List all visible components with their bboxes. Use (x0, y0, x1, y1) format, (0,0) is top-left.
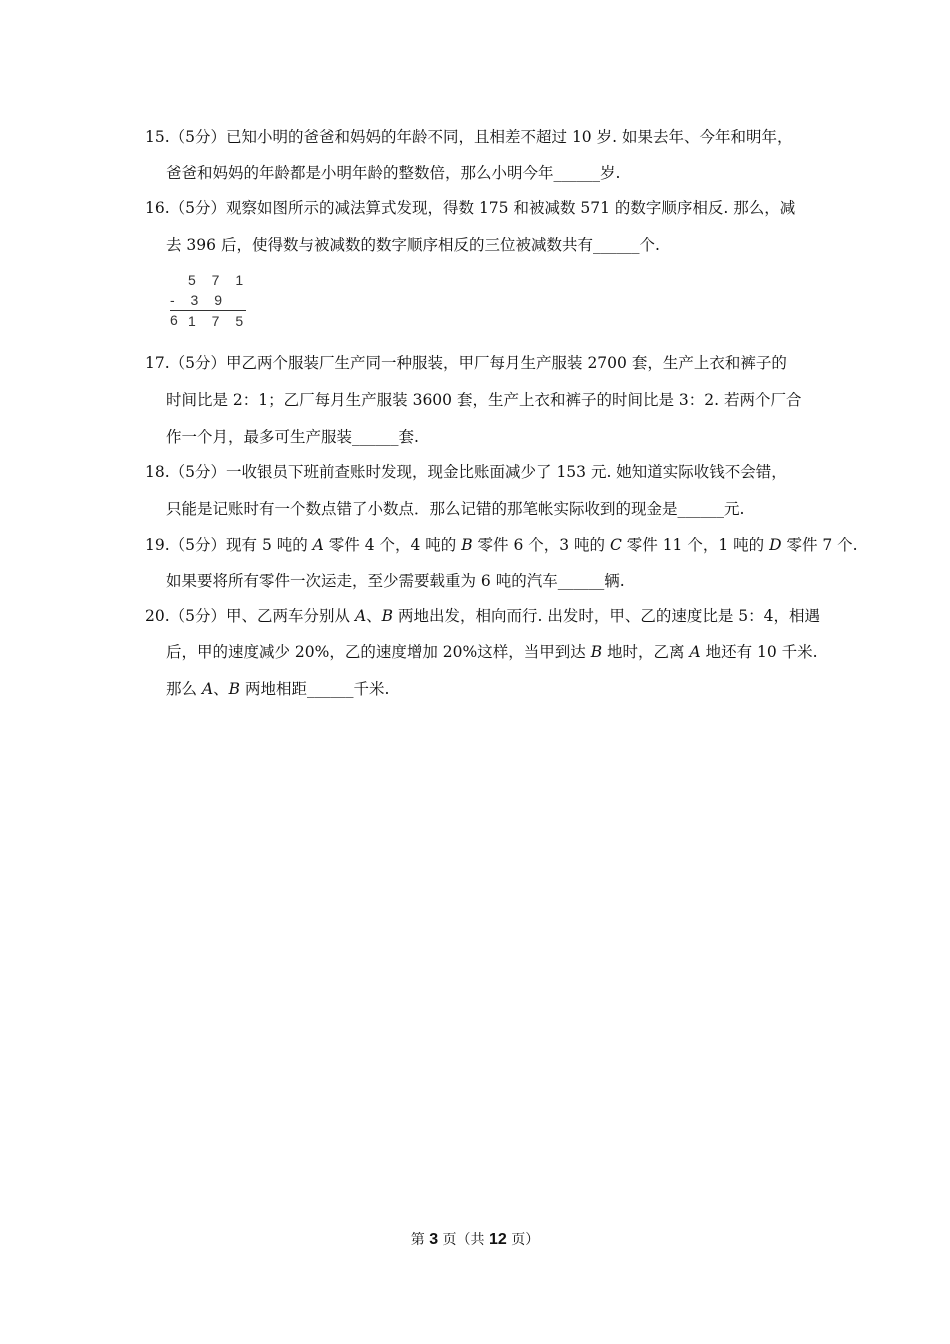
text-segment: 两地出发，相向而行. 出发时，甲、乙的速度比是 5：4，相遇 (393, 607, 820, 625)
text-segment: 只能是记账时有一个数点错了小数点．那么记错的那笔帐实际收到的现金是______元. (166, 500, 745, 518)
problem-17-line (166, 427, 419, 447)
text-segment: 零件 11 个，1 吨的 (621, 536, 770, 554)
footer-mid: 页（共 (438, 1232, 489, 1248)
problem-19-line (166, 571, 625, 591)
problem-20-line (166, 679, 389, 699)
problem-19-line (145, 535, 858, 555)
problem-17-line (166, 390, 801, 410)
text-segment: 两地相距______千米. (240, 680, 390, 698)
text-segment: 时间比是 2：1；乙厂每月生产服装 3600 套，生产上衣和裤子的时间比是 3：2. 若两个厂合 (166, 391, 802, 409)
figure-minuend: 5 7 1 (188, 272, 250, 288)
text-segment: 15.（5分）已知小明的爸爸和妈妈的年龄不同，且相差不超过 10 岁. 如果去年、今年和明年， (145, 128, 793, 146)
problem-18-line (166, 499, 744, 519)
variable: B (228, 680, 241, 698)
problem-15-line (166, 163, 620, 183)
footer-page-number: 3 (429, 1231, 439, 1248)
text-segment: 18.（5分）一收银员下班前查账时发现，现金比账面减少了 153 元. 她知道实际收钱不会错， (145, 463, 787, 481)
footer-prefix: 第 (410, 1232, 430, 1248)
footer-total-pages: 12 (489, 1231, 507, 1248)
variable: A (689, 643, 701, 661)
text-segment: 、 (366, 607, 382, 625)
text-segment: 那么 (166, 680, 202, 698)
text-segment: 去 396 后，使得数与被减数的数字顺序相反的三位被减数共有______个. (166, 236, 660, 254)
problem-15-line (145, 127, 792, 147)
text-segment: 作一个月，最多可生产服装______套. (166, 428, 419, 446)
variable: A (354, 607, 367, 625)
variable: A (312, 536, 324, 554)
variable: B (461, 536, 473, 554)
variable: A (201, 680, 214, 698)
problem-20-line (145, 606, 820, 626)
page-footer (0, 1229, 950, 1249)
text-segment: 零件 4 个，4 吨的 (323, 536, 462, 554)
subtraction-figure (170, 270, 250, 331)
footer-suffix: 页） (506, 1232, 540, 1248)
text-segment: 19.（5分）现有 5 吨的 (145, 536, 313, 554)
text-segment: 零件 7 个. (781, 536, 858, 554)
problem-16-line (145, 198, 795, 218)
figure-result: 1 7 5 (188, 313, 250, 329)
text-segment: 地时，乙离 (602, 643, 690, 661)
problem-16-line (166, 235, 660, 255)
problem-17-line (145, 353, 787, 373)
problem-18-line (145, 462, 787, 482)
variable: B (381, 607, 394, 625)
text-segment: 、 (213, 680, 229, 698)
variable: C (609, 536, 622, 554)
problem-20-line (166, 642, 818, 662)
text-segment: 20.（5分）甲、乙两车分别从 (145, 607, 355, 625)
text-segment: 零件 6 个，3 吨的 (472, 536, 610, 554)
variable: B (590, 643, 603, 661)
text-segment: 后，甲的速度减少 20%，乙的速度增加 20%这样，当甲到达 (166, 643, 591, 661)
text-segment: 地还有 10 千米. (700, 643, 818, 661)
text-segment: 17.（5分）甲乙两个服装厂生产同一种服装，甲厂每月生产服装 2700 套，生产上衣和裤子的 (145, 354, 787, 372)
text-segment: 16.（5分）观察如图所示的减法算式发现，得数 175 和被减数 571 的数字顺序相反. 那么，减 (145, 199, 796, 217)
text-segment: 爸爸和妈妈的年龄都是小明年龄的整数倍，那么小明今年______岁. (166, 164, 621, 182)
variable: D (769, 536, 782, 554)
figure-subtrahend: - 3 9 6 (170, 290, 246, 311)
text-segment: 如果要将所有零件一次运走，至少需要载重为 6 吨的汽车______辆. (166, 572, 625, 590)
